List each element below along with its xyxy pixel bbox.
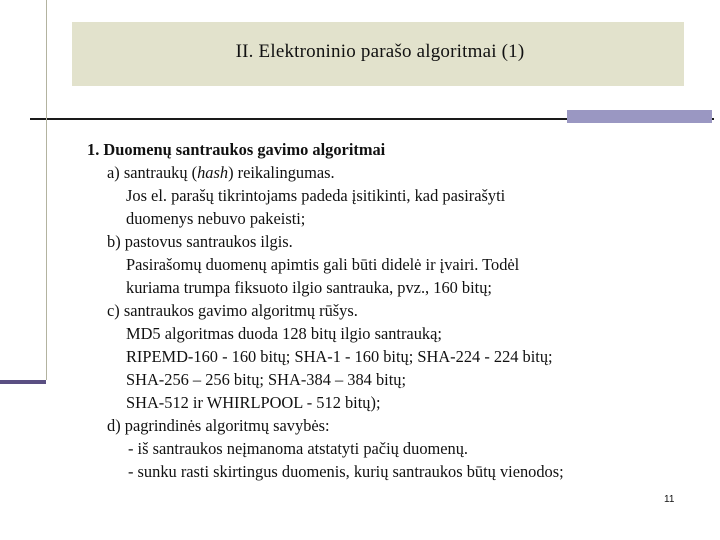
left-vertical-line: [46, 0, 47, 380]
item-a-label-end: ) reikalingumas.: [228, 163, 335, 182]
item-a-label-start: a) santraukų (: [107, 163, 198, 182]
item-c-text-2: RIPEMD-160 - 160 bitų; SHA-1 - 160 bitų; SHA-224 - 224 bitų;: [126, 347, 553, 366]
item-b-text-2: kuriama trumpa fiksuoto ilgio santrauka, pvz., 160 bitų;: [126, 278, 492, 297]
page-number: 11: [664, 494, 675, 505]
item-c-text-3: SHA-256 – 256 bitų; SHA-384 – 384 bitų;: [126, 370, 407, 389]
item-c-label: c) santraukos gavimo algoritmų rūšys.: [107, 301, 358, 320]
item-a-text-1: Jos el. parašų tikrintojams padeda įsitikinti, kad pasirašyti: [126, 186, 506, 205]
item-c-text-1: MD5 algoritmas duoda 128 bitų ilgio santrauką;: [126, 324, 442, 343]
title-box: [72, 22, 684, 86]
item-a-text-2: duomenys nebuvo pakeisti;: [126, 209, 306, 228]
item-b-text-1: Pasirašomų duomenų apimtis gali būti didelė ir įvairi. Todėl: [126, 255, 520, 274]
item-c-text-4: SHA-512 ir WHIRLPOOL - 512 bitų);: [126, 393, 381, 412]
left-accent-bar: [0, 380, 46, 384]
hash-term: hash: [197, 163, 229, 182]
section-heading: 1. Duomenų santraukos gavimo algoritmai: [87, 140, 386, 159]
item-b-label: b) pastovus santraukos ilgis.: [107, 232, 293, 251]
item-d-label: d) pagrindinės algoritmų savybės:: [107, 416, 330, 435]
item-d-bullet-1: - iš santraukos neįmanoma atstatyti pačių duomenų.: [128, 439, 469, 458]
slide-title: II. Elektroninio parašo algoritmai (1): [235, 41, 525, 62]
right-accent-block: [567, 110, 712, 123]
item-a-label: [107, 163, 335, 183]
item-d-bullet-2: - sunku rasti skirtingus duomenis, kurių santraukos būtų vienodos;: [128, 462, 564, 481]
